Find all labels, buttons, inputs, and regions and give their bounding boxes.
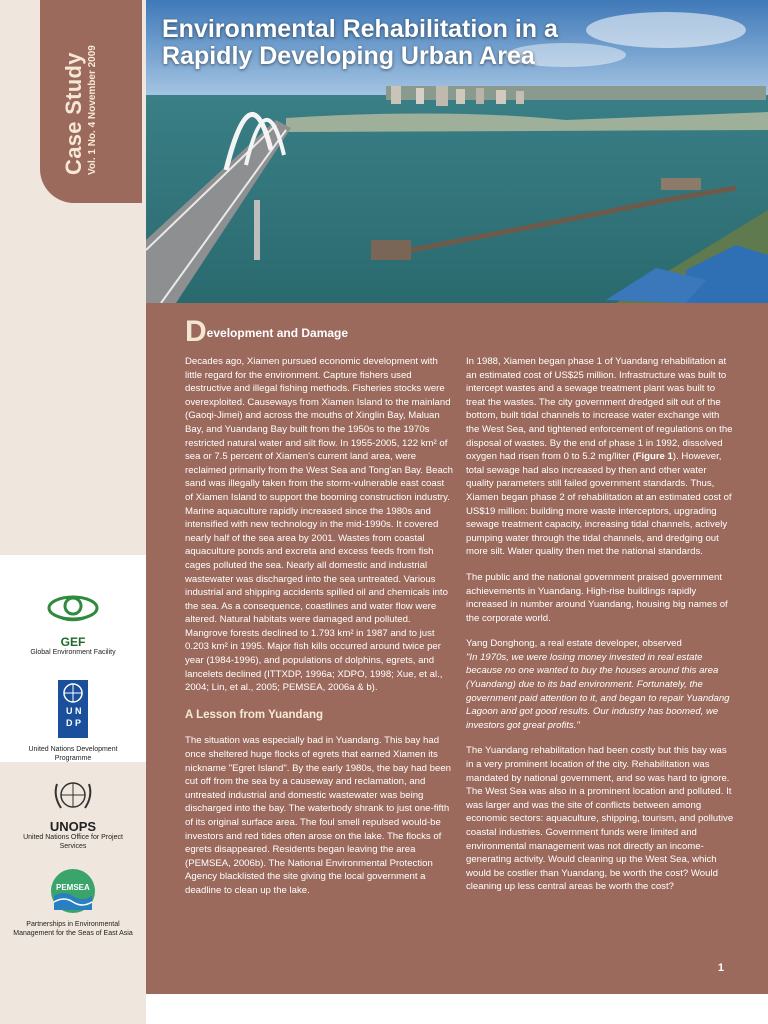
svg-text:D P: D P <box>66 718 82 728</box>
page-number: 1 <box>717 962 724 974</box>
unops-logo <box>13 776 133 851</box>
quote-attribution: Yang Donghong, a real estate developer, observed <box>466 638 682 650</box>
section-dropcap: D <box>185 315 207 348</box>
gef-globe-icon <box>45 590 101 630</box>
section-heading <box>185 315 348 349</box>
unops-label: UNOPS <box>49 819 97 834</box>
un-wreath-icon <box>51 776 95 814</box>
svg-text:PEMSEA: PEMSEA <box>56 883 90 892</box>
paragraph-development: Decades ago, Xiamen pursued economic development with little regard for the environment. Capture fishers used destructive and illegal fishing methods. Fisheries stocks were overexploited. Causeways from Xiamen Island to the mainland (Gaoqi-Jimei) and across the mouths of Xinglin Bay, Maluan Bay, and Yuandang Bay built from the 1950s to the 1970s restricted natural water and silt flow. In 1955-2005, 122 km² of sea or 7.5 percent of Xiamen's current land area, were reclaimed primarily from the West Sea and Tong'an Bay. Beach sand was illegally taken from the storm-vulnerable east coast of Xiamen Island to support the booming construction industry. Marine aquaculture rapidly increased since the 1980s and intensified with new technology in the mid-1990s. It covered nearly half of the sea area by 2001. Wastes from coastal aquaculture ponds and excreta and excess feeds from fish cages polluted the sea. Nearly all domestic and industrial wastewater was discharged into the sea untreated. Various industrial and shipping accidents spilled oil and chemicals into the sea. As a consequence, coastlines and water flow were altered. Natural habitats were damaged and polluted. Mangrove forests declined to 1.793 km² in 1987 and to just 0.203 km² in 1995. Major fish kills occurred around twice per year (1984-1996), and populations of dolphins, egrets, and lancelets declined (ITTXDP, 1996a; XDPO, 1998; Xue, et al., 2004; Lin, et al., 2005; PEMSEA, 2006a & b). <box>185 356 453 694</box>
section-heading-text: evelopment and Damage <box>206 326 349 340</box>
phase1-text-b: ). However, total sewage had also increased by then and other water quality parameters still failed government standards. Thus, Xiamen began phase 2 of rehabilitation at an estimated cost of US$19 million: building more waste interceptors, upgrading sewage treatment capacity, increasing tidal channels, actively pumping water through the tidal channels, and dredging out more silt. Water quality then met the national standards. <box>466 451 732 558</box>
pemsea-caption: Partnerships in Environmental Management for the Seas of East Asia <box>13 921 133 937</box>
gef-logo <box>13 590 133 658</box>
undp-caption: United Nations Development Programme <box>28 746 118 762</box>
unops-caption: United Nations Office for Project Services <box>23 834 123 850</box>
article-panel <box>146 303 768 994</box>
developer-quote: "In 1970s, we were losing money invested in real estate because no one wanted to buy the houses around this area (Yuandang) due to its bad environment. Fortunately, the government paid attention to it, and began to repair Yuandang Lagoon and got good results. Our industry has boomed, we investors got great profits." <box>466 651 730 731</box>
page-footer-strip <box>146 994 768 1024</box>
gef-label: GEF <box>60 635 86 649</box>
paragraph-quote <box>466 637 734 732</box>
svg-text:U N: U N <box>66 706 82 716</box>
title-line-1: Environmental Rehabilitation in a <box>162 15 558 43</box>
pemsea-emblem-icon <box>48 866 98 916</box>
sidebar <box>0 0 146 1024</box>
page-title <box>162 16 558 70</box>
phase1-text-a: In 1988, Xiamen began phase 1 of Yuandang rehabilitation at an estimated cost of US$25 million. Infrastructure was built to intercept wastes and a sewage treatment plant was built to treat the wastes. The city government dredged silt out of the bottom, built tidal channels to increase water exchange with the West Sea, and tightened enforcement of regulations on the disposal of wastes. By the end of phase 1 in 1992, dissolved oxygen had risen from 0 to 5.2 mg/liter ( <box>466 356 733 463</box>
title-line-2: Rapidly Developing Urban Area <box>162 42 535 70</box>
figure-1-reference: Figure 1 <box>635 451 673 463</box>
paragraph-phase1 <box>466 355 734 559</box>
gef-caption: Global Environment Facility <box>30 649 116 656</box>
paragraph-cost: The Yuandang rehabilitation had been costly but this bay was in a very prominent location of the city. Rehabilitation was mandated by national government, and so was hard to ignore. The West Sea was also in a prominent location and polluted. It was larger and was the site of conflicts between among economic sectors: aquaculture, shipping, tourism, and pollutive coastal industries. Government funds were limited and environmental management was not directly an income-generating activity. Would cleaning up the West Sea, which would be costlier than Yuandang, be worth the cost? Would cleaning up less central areas be worth the cost? <box>466 745 734 893</box>
subheading-yuandang: A Lesson from Yuandang <box>185 708 324 721</box>
case-study-label <box>62 45 100 175</box>
paragraph-praise: The public and the national government praised government achievements in Yuandang. High-rise buildings rapidly increased in number around Yuandang, housing big names of the corporate world. <box>466 571 728 624</box>
undp-logo <box>13 680 133 763</box>
left-column <box>185 355 453 910</box>
undp-emblem-icon <box>58 680 88 738</box>
volume-info: Vol. 1 No. 4 November 2009 <box>87 45 98 175</box>
hero-photo <box>146 0 768 303</box>
pemsea-logo <box>13 866 133 938</box>
right-column <box>466 355 734 906</box>
series-title: Case Study <box>61 52 86 175</box>
paragraph-yuandang: The situation was especially bad in Yuandang. This bay had once sheltered huge flocks of egrets that earned Xiamen its nickname "Egret Island". By the early 1980s, the bay had been cut off from the sea by a causeway and reclamation, and untreated industrial and domestic wastewater was being discharged into the bay. The waterbody shrank to just one-fifth of its original surface area. The foul smell repulsed would-be investors and red tides often arose on the lake. The flocks of egrets disappeared. Residents began leaving the area (PEMSEA, 2006b). The National Environmental Protection Agency blacklisted the site giving the local government a deadline to clean up the lake. <box>185 735 452 896</box>
